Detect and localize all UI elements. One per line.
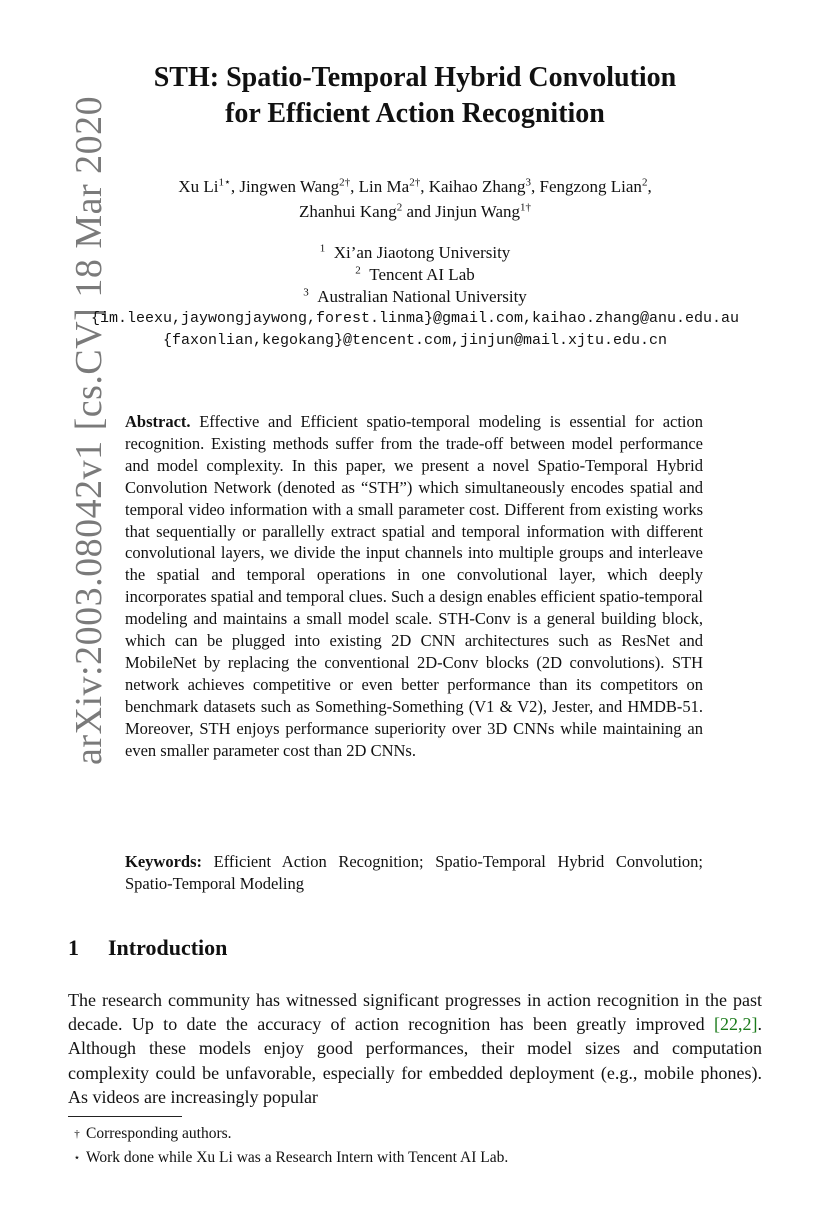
email-line: {faxonlian,kegokang}@tencent.com,jinjun@mail.xjtu.edu.cn: [162, 332, 668, 349]
author-name: Xu Li: [178, 177, 219, 196]
affiliation-item: [60, 286, 770, 308]
footnote-mark: ⋆: [73, 1152, 81, 1164]
affiliation-name: Tencent AI Lab: [369, 265, 475, 284]
intro-text: . Although these models enjoy good performances, their model sizes and computation complexity could be unfavorable, especially for embedded deployment (e.g., mobile phones). As videos are increasingly popular: [68, 1014, 762, 1107]
author-affil-mark: 2: [396, 201, 403, 214]
abstract: [125, 411, 703, 762]
abstract-text: Effective and Efficient spatio-temporal modeling is essential for action recognition. Existing methods suffer from the trade-off between model performance and model complexity. In this paper, we present a novel Spatio-Temporal Hybrid Convolution Network (denoted as “STH”) which simultaneously encodes spatial and temporal video information with a small parameter cost. Different from existing works that sequentially or parallelly extract spatial and temporal information with different convolutional layers, we divide the input channels into multiple groups and interleave the spatial and temporal operations in one convolutional layer, which deeply incorporates spatial and temporal clues. Such a design enables efficient spatio-temporal modeling and maintains a small model scale. STH-Conv is a general building block, which can be plugged into existing 2D CNN architectures such as ResNet and MobileNet by replacing the conventional 2D-Conv blocks (2D convolutions). STH network achieves competitive or even better performance than its competitors on benchmark datasets such as Something-Something (V1 & V2), Jester, and HMDB-51. Moreover, STH enjoys performance superiority over 3D CNNs while maintaining an even smaller parameter cost than 2D CNNs.: [125, 412, 704, 760]
title-line-1: STH: Spatio-Temporal Hybrid Convolution: [153, 62, 677, 93]
affiliation-number: 1: [319, 242, 326, 255]
author-name: Kaihao Zhang: [428, 177, 526, 196]
email-line: {im.leexu,jaywongjaywong,forest.linma}@gmail.com,kaihao.zhang@anu.edu.au: [90, 310, 740, 327]
footnote: [68, 1122, 508, 1146]
footnotes: [68, 1122, 508, 1170]
footnote-mark: †: [74, 1128, 80, 1140]
author-affil-mark: 2: [641, 176, 648, 189]
author-affil-mark: 1†: [520, 201, 531, 214]
keywords-label: Keywords:: [125, 852, 202, 871]
author-line-1: Xu $Li^{1⋆}$, Jingwen Wang$^{2\dagger}$, Lin $Ma^{2\dagger}$, Kaihao Zhang$^3$, Fengzong Lian$^2$,: [178, 176, 652, 196]
affiliation-number: 2: [355, 264, 361, 277]
author-name: Fengzong Lian: [539, 177, 642, 196]
author-affil-mark: 2†: [409, 176, 421, 189]
footnote: [68, 1146, 508, 1170]
keywords: [125, 851, 703, 895]
author-affil-mark: 1⋆: [218, 176, 231, 189]
affiliation-item: [60, 264, 770, 286]
section-number: 1: [68, 935, 79, 960]
affiliations: [60, 242, 770, 352]
footnote-text: Corresponding authors.: [86, 1125, 232, 1142]
arxiv-side-stamp: [12, 60, 110, 770]
footnote-rule: [68, 1116, 182, 1117]
affiliation-name: Australian National University: [317, 287, 527, 306]
paper-title: [90, 60, 740, 132]
abstract-label: Abstract.: [125, 412, 191, 431]
title-line-2: for Efficient Action Recognition: [225, 98, 605, 129]
intro-paragraph: [68, 988, 762, 1109]
citation-link[interactable]: [22,2]: [714, 1014, 758, 1035]
author-name: Zhanhui Kang: [298, 202, 397, 221]
author-line-2: Zhanhui Kang$^2$ and Jinjun Wang$^{1\dagger}$: [298, 201, 531, 221]
intro-text: The research community has witnessed significant progresses in action recognition in the past decade. Up to date the accuracy of action recognition has been greatly improved: [68, 990, 762, 1035]
affiliation-item: [60, 242, 770, 264]
author-affil-mark: 2†: [339, 176, 351, 189]
footnote-text: Work done while Xu Li was a Research Intern with Tencent AI Lab.: [86, 1149, 509, 1166]
affiliation-name: Xi’an Jiaotong University: [333, 243, 511, 262]
section-heading: [68, 935, 227, 961]
arxiv-identifier: arXiv:2003.08042v1 [cs.CV] 18 Mar 2020: [68, 95, 110, 765]
author-name: Lin Ma: [358, 177, 410, 196]
affiliation-number: 3: [303, 286, 309, 299]
author-list: [90, 174, 740, 224]
keywords-text: Efficient Action Recognition; Spatio-Temporal Hybrid Convolution; Spatio-Temporal Modeling: [125, 852, 703, 893]
author-name: Jingwen Wang: [239, 177, 340, 196]
author-name: Jinjun Wang: [435, 202, 520, 221]
author-affil-mark: 3: [525, 176, 531, 189]
section-title: Introduction: [108, 935, 228, 960]
